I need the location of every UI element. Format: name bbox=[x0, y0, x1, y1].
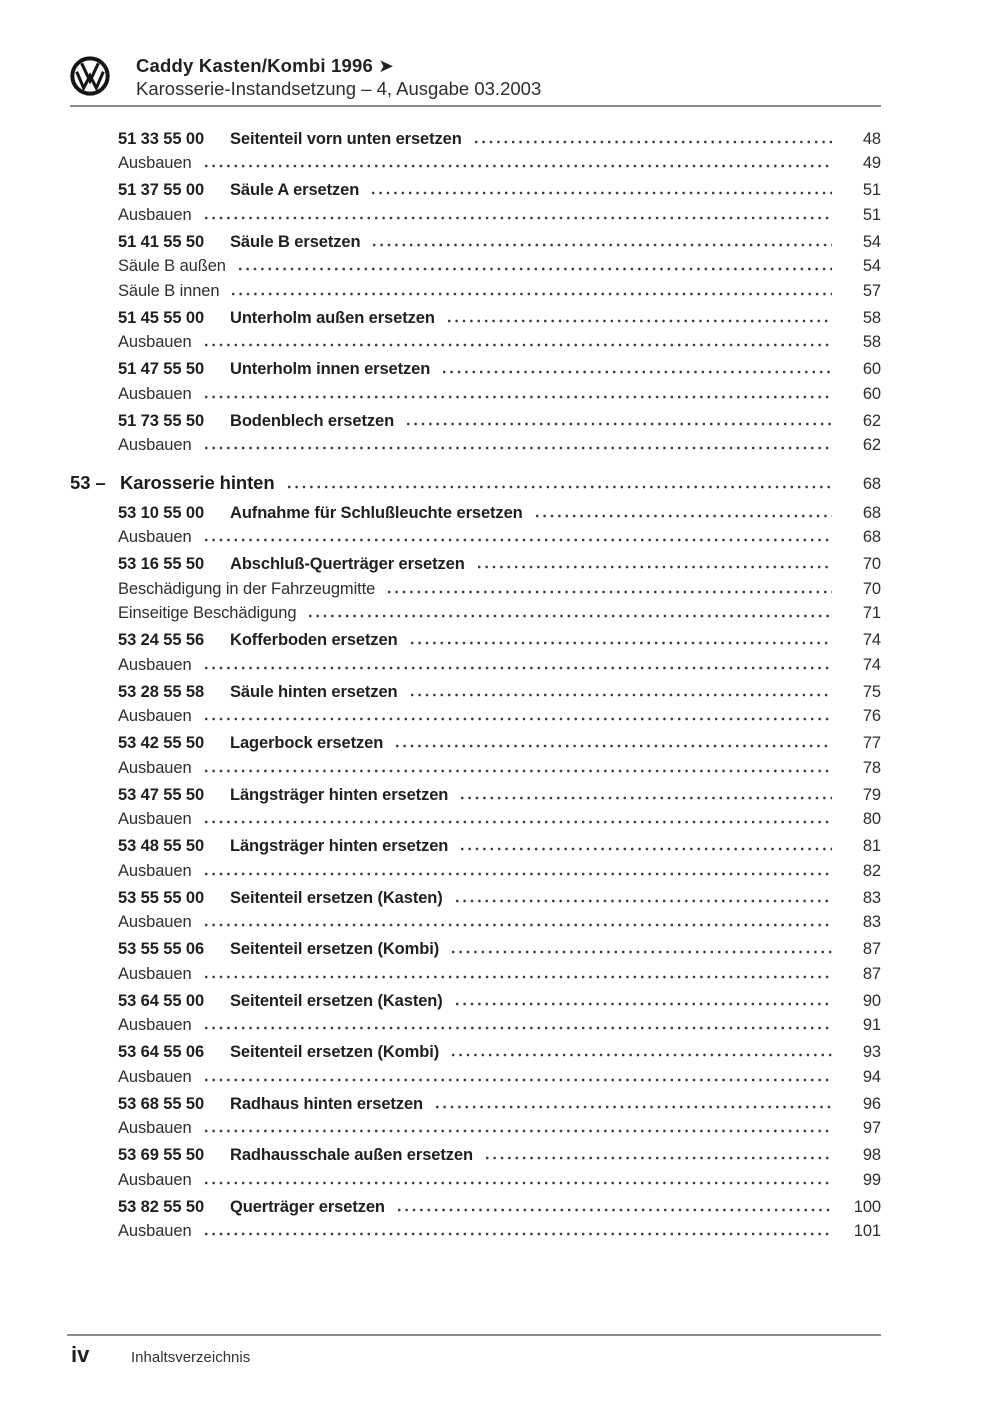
dot-leader bbox=[456, 899, 832, 903]
header-title-block bbox=[136, 54, 541, 100]
dot-leader bbox=[486, 1156, 832, 1160]
dot-leader bbox=[205, 872, 832, 876]
dot-leader bbox=[452, 1053, 832, 1057]
entry-label: Ausbauen bbox=[118, 1067, 192, 1086]
dot-leader bbox=[288, 485, 832, 489]
entry-page-number: 54 bbox=[862, 232, 881, 251]
entry-page-number: 81 bbox=[862, 837, 881, 855]
repair-operation-code: 53 42 55 50 bbox=[118, 734, 205, 752]
toc-entry-row bbox=[70, 704, 881, 729]
dot-leader bbox=[205, 769, 832, 773]
entry-page-number: 70 bbox=[862, 579, 881, 598]
entry-page-number: 70 bbox=[862, 555, 881, 573]
toc-entry-row bbox=[70, 357, 881, 382]
entry-page-number: 54 bbox=[862, 257, 881, 275]
entry-page-number: 62 bbox=[862, 436, 881, 454]
entry-page-number: 51 bbox=[862, 205, 881, 224]
toc-entry-row bbox=[70, 1065, 881, 1090]
toc-entry-row bbox=[70, 525, 881, 550]
toc-list bbox=[70, 107, 881, 1244]
repair-operation-code: 53 47 55 50 bbox=[118, 785, 205, 804]
toc-entry-row bbox=[70, 501, 881, 526]
toc-entry-row bbox=[70, 1168, 881, 1193]
entry-page-number: 60 bbox=[862, 384, 881, 403]
toc-entry-row bbox=[70, 151, 881, 176]
repair-operation-code: 53 82 55 50 bbox=[118, 1197, 205, 1216]
entry-page-number: 71 bbox=[862, 604, 881, 622]
entry-label: Seitenteil ersetzen (Kombi) bbox=[230, 940, 440, 958]
repair-operation-code: 51 37 55 00 bbox=[118, 181, 205, 199]
repair-operation-code: 53 28 55 58 bbox=[118, 682, 205, 701]
dot-leader bbox=[461, 847, 832, 851]
toc-entry-row bbox=[70, 653, 881, 678]
dot-leader bbox=[205, 666, 832, 670]
toc-entry-row bbox=[70, 910, 881, 935]
toc-entry-row bbox=[70, 577, 881, 602]
dot-leader bbox=[205, 216, 832, 220]
entry-label: Seitenteil ersetzen (Kasten) bbox=[230, 888, 443, 907]
toc-section-row bbox=[70, 469, 881, 496]
entry-page-number: 97 bbox=[862, 1119, 881, 1137]
toc-entry-row bbox=[70, 330, 881, 355]
dot-leader bbox=[205, 1026, 832, 1030]
entry-page-number: 68 bbox=[862, 503, 881, 522]
entry-page-number: 101 bbox=[853, 1222, 881, 1240]
entry-label: Seitenteil ersetzen (Kasten) bbox=[230, 991, 443, 1010]
entry-page-number: 75 bbox=[862, 682, 881, 701]
dot-leader bbox=[396, 744, 832, 748]
entry-label: Seitenteil vorn unten ersetzen bbox=[230, 129, 462, 148]
entry-label: Säule B innen bbox=[118, 281, 220, 300]
toc-entry-row bbox=[70, 859, 881, 884]
entry-page-number: 49 bbox=[862, 154, 881, 172]
toc-entry-row bbox=[70, 178, 881, 203]
entry-label: Säule B ersetzen bbox=[230, 232, 361, 251]
entry-label: Ausbauen bbox=[118, 655, 192, 674]
dot-leader bbox=[436, 1105, 832, 1109]
toc-entry-row bbox=[70, 628, 881, 653]
toc-entry-row bbox=[70, 1013, 881, 1038]
entry-label: Längsträger hinten ersetzen bbox=[230, 837, 449, 855]
dot-leader bbox=[448, 319, 832, 323]
toc-entry-row bbox=[70, 1143, 881, 1168]
dot-leader bbox=[205, 446, 832, 450]
dot-leader bbox=[536, 514, 832, 518]
entry-page-number: 82 bbox=[862, 861, 881, 880]
entry-label: Ausbauen bbox=[118, 707, 192, 725]
entry-label: Beschädigung in der Fahrzeugmitte bbox=[118, 579, 376, 598]
toc-entry-row bbox=[70, 254, 881, 279]
entry-label: Bodenblech ersetzen bbox=[230, 411, 395, 430]
entry-label: Säule B außen bbox=[118, 257, 226, 275]
dot-leader bbox=[372, 191, 832, 195]
toc-entry-row bbox=[70, 937, 881, 962]
entry-label: Lagerbock ersetzen bbox=[230, 734, 384, 752]
entry-label: Querträger ersetzen bbox=[230, 1197, 385, 1216]
toc-entry-row bbox=[70, 382, 881, 407]
entry-label: Ausbauen bbox=[118, 384, 192, 403]
repair-operation-code: 51 47 55 50 bbox=[118, 360, 205, 378]
entry-page-number: 74 bbox=[862, 655, 881, 674]
entry-page-number: 96 bbox=[862, 1094, 881, 1113]
toc-entry-row bbox=[70, 1116, 881, 1141]
entry-page-number: 51 bbox=[862, 181, 881, 199]
document-title: Caddy Kasten/Kombi 1996 ➤ bbox=[136, 55, 394, 76]
entry-label: Radhaus hinten ersetzen bbox=[230, 1094, 423, 1113]
dot-leader bbox=[443, 370, 832, 374]
entry-page-number: 93 bbox=[862, 1043, 881, 1061]
entry-page-number: 90 bbox=[862, 991, 881, 1010]
toc-entry-row bbox=[70, 886, 881, 911]
dot-leader bbox=[205, 395, 832, 399]
toc-entry-row bbox=[70, 834, 881, 859]
entry-label: Einseitige Beschädigung bbox=[118, 604, 297, 622]
page-header bbox=[70, 0, 881, 100]
toc-entry-row bbox=[70, 962, 881, 987]
entry-label: Ausbauen bbox=[118, 810, 192, 828]
dot-leader bbox=[461, 796, 832, 800]
toc-entry-row bbox=[70, 127, 881, 152]
entry-label: Ausbauen bbox=[118, 861, 192, 880]
entry-label: Ausbauen bbox=[118, 528, 192, 546]
dot-leader bbox=[452, 950, 832, 954]
entry-page-number: 83 bbox=[862, 888, 881, 907]
dot-leader bbox=[411, 641, 832, 645]
toc-entry-row bbox=[70, 279, 881, 304]
entry-label: Ausbauen bbox=[118, 1222, 192, 1240]
vw-logo-icon bbox=[70, 56, 110, 96]
entry-label: Ausbauen bbox=[118, 333, 192, 351]
entry-label: Säule hinten ersetzen bbox=[230, 682, 398, 701]
dot-leader bbox=[309, 614, 832, 618]
page-number: iv bbox=[71, 1342, 90, 1367]
dot-leader bbox=[478, 565, 832, 569]
toc-entry-row bbox=[70, 731, 881, 756]
repair-operation-code: 51 45 55 00 bbox=[118, 308, 205, 327]
repair-operation-code: 53 64 55 06 bbox=[118, 1043, 205, 1061]
entry-label: Ausbauen bbox=[118, 1170, 192, 1189]
dot-leader bbox=[205, 1129, 832, 1133]
entry-page-number: 68 bbox=[862, 474, 881, 493]
entry-page-number: 48 bbox=[862, 129, 881, 148]
dot-leader bbox=[239, 267, 832, 271]
section-number: 53 – bbox=[70, 471, 106, 493]
entry-label: Ausbauen bbox=[118, 154, 192, 172]
dot-leader bbox=[388, 590, 832, 594]
dot-leader bbox=[205, 975, 832, 979]
repair-operation-code: 53 69 55 50 bbox=[118, 1146, 205, 1164]
repair-operation-code: 51 41 55 50 bbox=[118, 232, 205, 251]
repair-operation-code: 51 73 55 50 bbox=[118, 411, 205, 430]
dot-leader bbox=[205, 1232, 832, 1236]
entry-page-number: 78 bbox=[862, 758, 881, 777]
entry-label: Ausbauen bbox=[118, 964, 192, 983]
entry-label: Aufnahme für Schlußleuchte ersetzen bbox=[230, 503, 523, 522]
entry-label: Unterholm außen ersetzen bbox=[230, 308, 435, 327]
toc-entry-row bbox=[70, 203, 881, 228]
entry-page-number: 100 bbox=[853, 1197, 881, 1216]
entry-page-number: 60 bbox=[862, 360, 881, 378]
entry-label: Längsträger hinten ersetzen bbox=[230, 785, 449, 804]
toc-entry-row bbox=[70, 1219, 881, 1244]
entry-label: Seitenteil ersetzen (Kombi) bbox=[230, 1043, 440, 1061]
entry-label: Radhausschale außen ersetzen bbox=[230, 1146, 473, 1164]
entry-label: Abschluß-Querträger ersetzen bbox=[230, 555, 465, 573]
dot-leader bbox=[205, 820, 832, 824]
dot-leader bbox=[475, 140, 832, 144]
repair-operation-code: 53 55 55 00 bbox=[118, 888, 205, 907]
dot-leader bbox=[373, 243, 832, 247]
toc-entry-row bbox=[70, 552, 881, 577]
toc-entry-row bbox=[70, 433, 881, 458]
entry-page-number: 99 bbox=[862, 1170, 881, 1189]
entry-label: Ausbauen bbox=[118, 205, 192, 224]
section-title: Karosserie hinten bbox=[120, 471, 275, 493]
entry-page-number: 58 bbox=[862, 333, 881, 351]
dot-leader bbox=[407, 422, 832, 426]
entry-page-number: 80 bbox=[862, 810, 881, 828]
dot-leader bbox=[205, 923, 832, 927]
footer-rule bbox=[67, 1334, 881, 1336]
entry-page-number: 58 bbox=[862, 308, 881, 327]
entry-label: Säule A ersetzen bbox=[230, 181, 360, 199]
entry-page-number: 91 bbox=[862, 1016, 881, 1034]
repair-operation-code: 53 68 55 50 bbox=[118, 1094, 205, 1113]
entry-page-number: 98 bbox=[862, 1146, 881, 1164]
dot-leader bbox=[205, 717, 832, 721]
repair-operation-code: 51 33 55 00 bbox=[118, 129, 205, 148]
dot-leader bbox=[232, 292, 832, 296]
entry-page-number: 74 bbox=[862, 631, 881, 649]
entry-page-number: 57 bbox=[862, 281, 881, 300]
toc-entry-row bbox=[70, 680, 881, 705]
toc-entry-row bbox=[70, 783, 881, 808]
entry-page-number: 83 bbox=[862, 913, 881, 931]
toc-entry-row bbox=[70, 1092, 881, 1117]
dot-leader bbox=[411, 693, 832, 697]
entry-label: Ausbauen bbox=[118, 913, 192, 931]
toc-entry-row bbox=[70, 306, 881, 331]
entry-page-number: 76 bbox=[862, 707, 881, 725]
entry-page-number: 79 bbox=[862, 785, 881, 804]
entry-label: Unterholm innen ersetzen bbox=[230, 360, 431, 378]
entry-label: Ausbauen bbox=[118, 1119, 192, 1137]
toc-entry-row bbox=[70, 601, 881, 626]
repair-operation-code: 53 55 55 06 bbox=[118, 940, 205, 958]
entry-label: Ausbauen bbox=[118, 436, 192, 454]
page-footer bbox=[67, 1334, 881, 1368]
dot-leader bbox=[205, 164, 832, 168]
entry-page-number: 94 bbox=[862, 1067, 881, 1086]
repair-operation-code: 53 16 55 50 bbox=[118, 555, 205, 573]
toc-entry-row bbox=[70, 1040, 881, 1065]
dot-leader bbox=[205, 1078, 832, 1082]
entry-label: Ausbauen bbox=[118, 758, 192, 777]
entry-page-number: 87 bbox=[862, 964, 881, 983]
dot-leader bbox=[205, 538, 832, 542]
entry-page-number: 68 bbox=[862, 528, 881, 546]
entry-label: Ausbauen bbox=[118, 1016, 192, 1034]
toc-entry-row bbox=[70, 756, 881, 781]
toc-entry-row bbox=[70, 807, 881, 832]
document-subtitle: Karosserie-Instandsetzung – 4, Ausgabe 03.2003 bbox=[136, 78, 542, 99]
toc-entry-row bbox=[70, 989, 881, 1014]
footer-line bbox=[67, 1342, 881, 1368]
repair-operation-code: 53 48 55 50 bbox=[118, 837, 205, 855]
entry-page-number: 87 bbox=[862, 940, 881, 958]
toc-entry-row bbox=[70, 230, 881, 255]
repair-operation-code: 53 64 55 00 bbox=[118, 991, 205, 1010]
dot-leader bbox=[205, 1181, 832, 1185]
footer-label: Inhaltsverzeichnis bbox=[131, 1349, 251, 1366]
toc-entry-row bbox=[70, 409, 881, 434]
dot-leader bbox=[456, 1002, 832, 1006]
toc-entry-row bbox=[70, 1195, 881, 1220]
dot-leader bbox=[205, 343, 832, 347]
entry-label: Kofferboden ersetzen bbox=[230, 631, 398, 649]
repair-operation-code: 53 24 55 56 bbox=[118, 631, 205, 649]
entry-page-number: 62 bbox=[862, 411, 881, 430]
dot-leader bbox=[398, 1208, 832, 1212]
entry-page-number: 77 bbox=[862, 734, 881, 752]
repair-operation-code: 53 10 55 00 bbox=[118, 503, 205, 522]
